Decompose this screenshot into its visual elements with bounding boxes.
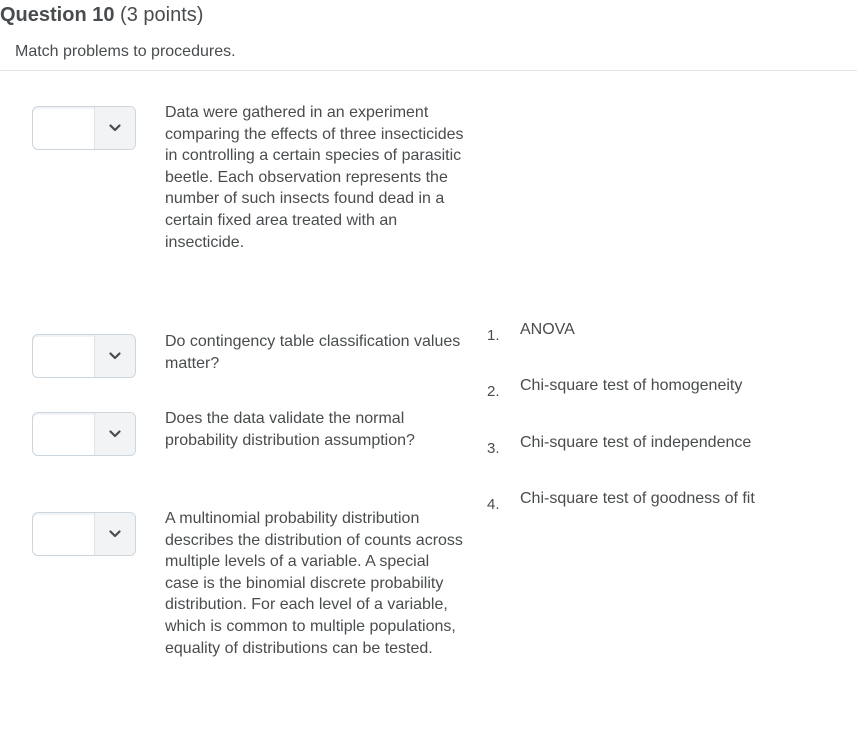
chevron-down-icon <box>109 352 121 360</box>
choice-number: 4. <box>487 496 500 513</box>
match-select-value <box>33 513 95 555</box>
problem-text-4: A multinomial probability distribution describes the distribution of counts across multiple levels of a variable. A special case is the binomial discrete probability distribution. For each level of a variable, which is common to multiple populations, equality of distributions can be tested. <box>165 510 463 657</box>
chevron-down-icon <box>109 430 121 438</box>
match-select-value <box>33 335 95 377</box>
problem-text-3: Does the data validate the normal probability distribution assumption? <box>165 410 415 449</box>
choice-label: Chi-square test of goodness of fit <box>520 490 755 507</box>
dropdown-arrow[interactable] <box>94 107 135 149</box>
match-select-value <box>33 413 95 455</box>
question-number: Question 10 <box>0 4 115 26</box>
problem-text-1: Data were gathered in an experiment comparing the effects of three insecticides in controlling a certain species of parasitic beetle. Each observation represents the number of such insects found dead in a certain fixed area treated with an insecticide. <box>165 104 464 251</box>
choice-number: 2. <box>487 383 500 400</box>
choice-label: Chi-square test of independence <box>520 434 752 451</box>
match-select-4[interactable] <box>32 512 136 556</box>
question-instruction: Match problems to procedures. <box>15 43 236 60</box>
dropdown-arrow[interactable] <box>94 335 135 377</box>
problem-text-2: Do contingency table classification values matter? <box>165 333 461 372</box>
chevron-down-icon <box>109 530 121 538</box>
match-select-1[interactable] <box>32 106 136 150</box>
dropdown-arrow[interactable] <box>94 413 135 455</box>
match-select-3[interactable] <box>32 412 136 456</box>
match-select-2[interactable] <box>32 334 136 378</box>
choice-label: Chi-square test of homogeneity <box>520 377 743 394</box>
question-points: (3 points) <box>120 4 204 26</box>
dropdown-arrow[interactable] <box>94 513 135 555</box>
choice-label: ANOVA <box>520 321 575 338</box>
chevron-down-icon <box>109 124 121 132</box>
choice-number: 3. <box>487 440 500 457</box>
choice-number: 1. <box>487 327 500 344</box>
header-divider <box>0 70 857 71</box>
match-select-value <box>33 107 95 149</box>
question-title <box>0 2 203 28</box>
